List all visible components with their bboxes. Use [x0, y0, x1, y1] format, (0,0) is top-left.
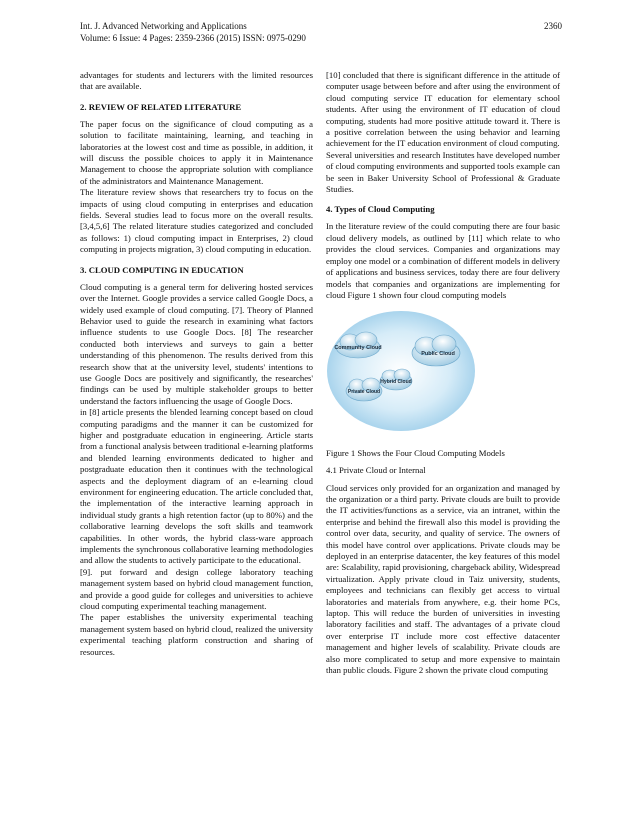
right-column [326, 70, 560, 676]
section-4-paragraph-1: In the literature review of the could computing there are four basic cloud delivery models, as outlined by [11] which relate to who provides the cloud services. Companies and organizations may employ one model or a combination of different models in delivery of applications and business services, today there are four delivery models that companies and organizations are implementing for cloud Figure 1 shown four cloud computing models [326, 221, 560, 300]
cloud-models-figure [326, 309, 476, 434]
section-3-paragraph-2: in [8] article presents the blended learning concept based on cloud computing paradigms and the manner it can be customized for higher and postgraduate education in engineering. Article starts from a functional analysis between traditional e-learning platforms and blended learning environments dedicated to higher and postgraduate education then it continues with the technological aspects and the deployment diagram of an e-learning cloud environment for engineering education. The article concluded that, the implementation of the interactive learning approach in individual study grants a high retention factor (up to 80%) and the collaborative learning develops the soft skills and teamwork capabilities. In other words, the hybrid class-ware approach implements the synchronous collaborative learning methodologies and allow the students to actively participate to the educational. [80, 407, 313, 566]
section-2-paragraph-1: The paper focus on the significance of cloud computing as a solution to facilitate maintaining, learning, and teaching in laboratories at the lowest cost and time as possible, in addition, it will discuss the possible choices to apply it in Maintenance Management to choose the appropriate solution with compliance of the administrators and Maintenance Management. [80, 118, 313, 186]
right-paragraph-2: Several universities and research Institutes have developed number of cloud computing environments and supported tools example can be seen in Baker University School of Professional & Graduate Studies. [326, 149, 560, 195]
left-column [80, 70, 313, 658]
page-header [80, 20, 562, 44]
private-cloud-label: Private Cloud [347, 389, 381, 396]
section-3-paragraph-1: Cloud computing is a general term for delivering hosted services over the Internet. Google provides a service called Google Docs, a widely used example of cloud computing. [7]. Theory of Planned Behavior used to guide the research in examining what factors influence students to use Google Docs. [8] The researcher conducted both interviews and surveys to gain a better understanding of this phenomenon. The results derived from this research show that at the university level, students' intentions to use Google Docs are positively and significantly, the researches' findings can be used by multiple stakeholder groups to better understand the factors influencing the usage of Google Docs. [80, 281, 313, 406]
intro-paragraph: advantages for students and lecturers with the limited resources that are available. [80, 70, 313, 92]
page-number: 2360 [544, 21, 562, 31]
journal-line: Int. J. Advanced Networking and Applications [80, 21, 247, 31]
right-paragraph-1: [10] concluded that there is significant difference in the attitude of computer usage between before and after using the environment of cloud computing service IT education for elementary school students. After using the environment of IT education of cloud computing, students had more positive attitude toward it. There is a positive correlation between the using behavior and learning achievement for the IT education environment of cloud computing. [326, 70, 560, 149]
community-cloud-label: Community Cloud [334, 345, 382, 352]
figure-1-caption: Figure 1 Shows the Four Cloud Computing Models [326, 447, 505, 458]
section-2-paragraph-2: The literature review shows that researchers try to focus on the impacts of using cloud computing in enterprises and education fields. Several studies lead to focus more on the overall results. [3,4,5,6] The related literature studies categorized and concluded as follows: 1) cloud computing impact in Enterprises, 2) cloud computing in projects migration, 3) cloud computing in education. [80, 187, 313, 255]
section-2-heading: 2. REVIEW OF RELATED LITERATURE [80, 101, 242, 112]
section-3-paragraph-4: The paper establishes the university experimental teaching management system based on hybrid cloud, realized the university experimental teaching platform construction and sharing of resources. [80, 612, 313, 657]
hybrid-cloud-label: Hybrid Cloud [380, 379, 412, 386]
subsection-4-1-heading: 4.1 Private Cloud or Internal [326, 465, 426, 476]
section-4-heading: 4. Types of Cloud Computing [326, 204, 435, 215]
volume-line: Volume: 6 Issue: 4 Pages: 2359-2366 (2015) ISSN: 0975-0290 [80, 33, 306, 43]
section-3-heading: 3. CLOUD COMPUTING IN EDUCATION [80, 264, 244, 275]
section-3-paragraph-3: [9]. put forward and design college laboratory teaching management system based on hybrid cloud management function, and provide a good guide for colleges and universities to achieve cloud computing experimental teaching management. [80, 566, 313, 612]
subsection-4-1-paragraph: Cloud services only provided for an organization and managed by the organization or a third party. Private clouds are built to provide the IT activities/functions as a service, via an intranet, within the enterprise and behind the firewall also this model is providing the control over data, security, and quality of service. The owners of this model have control over applications. Private clouds may be deployed in an enterprise datacenter, the key features of this model are: Scalability, rapid provisioning, chargeback ability, Widespread virtualization. Apply private cloud in Taiz university, students, employees and technicians can flexibly get access to virtual laboratories and materials from anywhere, e.g. their home PCs, laptop. This will reduce the burden of universities in investing laboratory facilities and staff. The advantages of a private cloud over enterprise IT include more cost effective datacenter management and higher levels of scalability. Private clouds are also more complicated to setup and more expensive to maintain than public clouds. Figure 2 shown the private cloud computing [326, 482, 560, 676]
public-cloud-label: Public Cloud [421, 351, 455, 358]
